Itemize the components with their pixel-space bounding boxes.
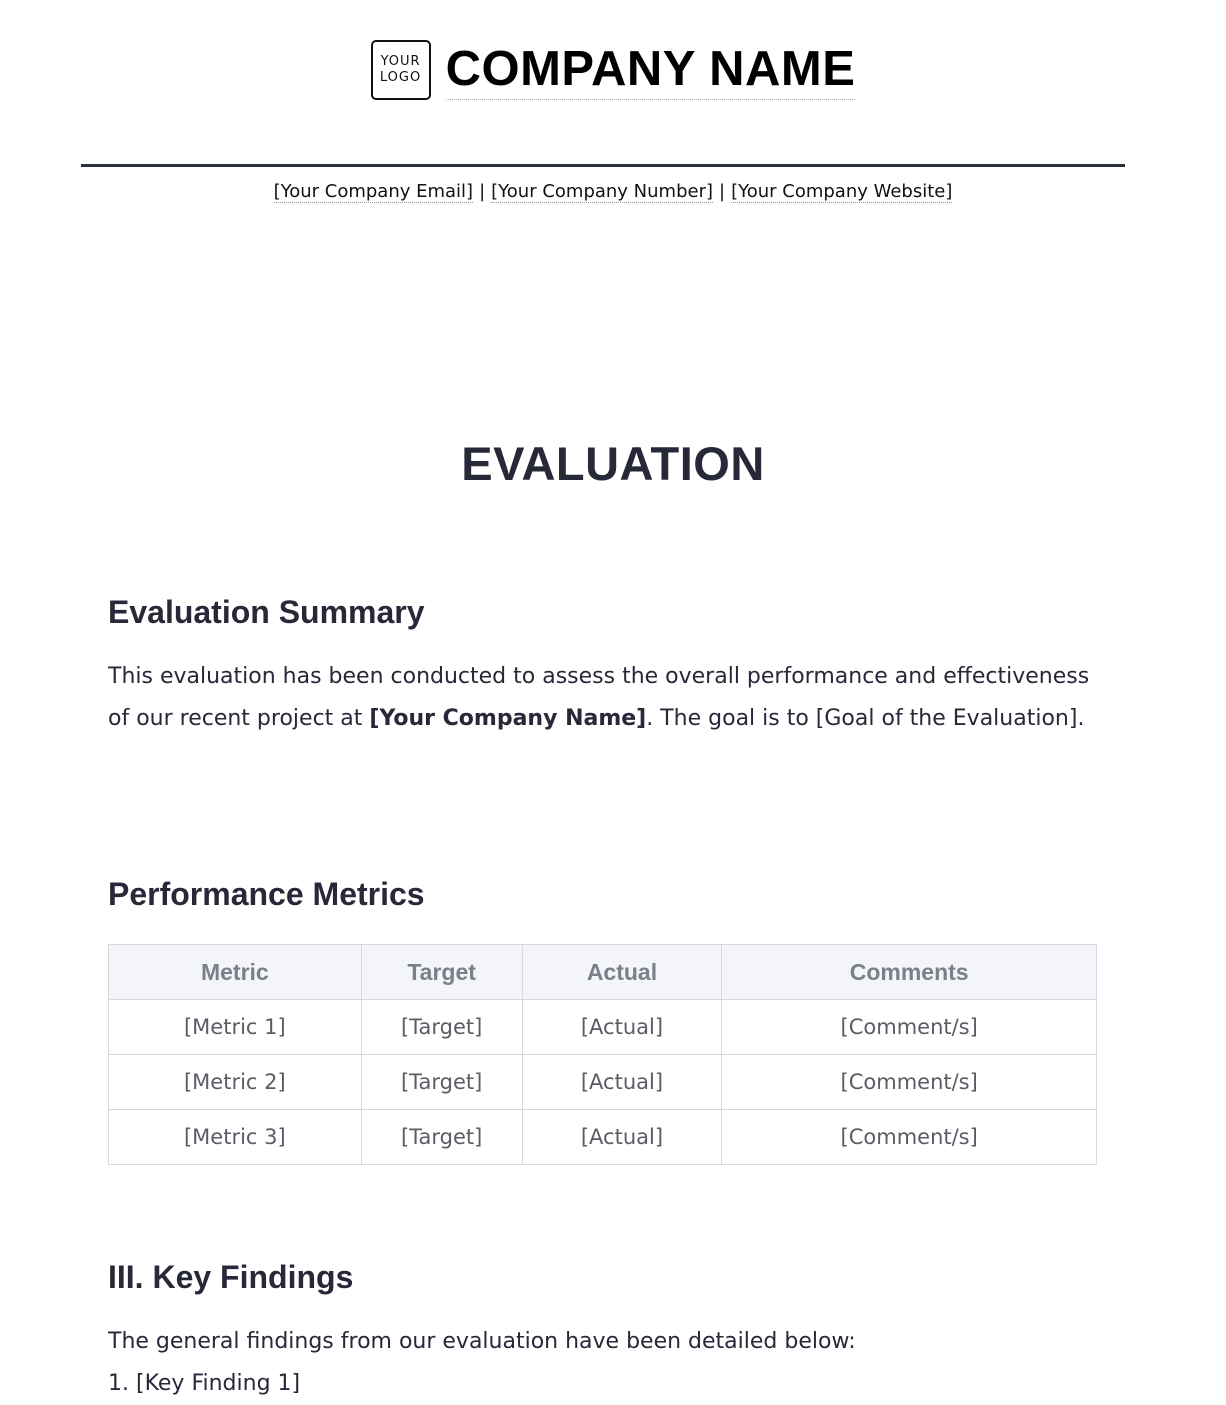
company-email[interactable]: [Your Company Email]	[273, 181, 474, 202]
table-row	[109, 1000, 1097, 1055]
logo-line-1: YOUR	[380, 54, 421, 69]
column-header-target: Target	[361, 945, 522, 1000]
company-logo	[371, 40, 431, 100]
contact-line	[0, 181, 1226, 202]
table-header-row	[109, 945, 1097, 1000]
header-divider	[81, 164, 1125, 167]
summary-text-start: This evaluation has been conducted to assess the overall performance and effectiveness of our recent project at	[108, 664, 1090, 731]
cell-comments: [Comment/s]	[722, 1110, 1097, 1165]
column-header-actual: Actual	[522, 945, 722, 1000]
cell-actual: [Actual]	[522, 1110, 722, 1165]
cell-comments: [Comment/s]	[722, 1055, 1097, 1110]
column-header-metric: Metric	[109, 945, 362, 1000]
company-name[interactable]: COMPANY NAME	[446, 41, 856, 100]
summary-paragraph	[108, 656, 1108, 740]
cell-actual: [Actual]	[522, 1055, 722, 1110]
cell-target: [Target]	[361, 1110, 522, 1165]
contact-separator: |	[479, 181, 486, 202]
metrics-table	[108, 944, 1097, 1165]
cell-actual: [Actual]	[522, 1000, 722, 1055]
findings-heading: III. Key Findings	[108, 1259, 354, 1295]
summary-company-name: [Your Company Name]	[369, 706, 647, 731]
company-number[interactable]: [Your Company Number]	[491, 181, 714, 202]
cell-metric: [Metric 1]	[109, 1000, 362, 1055]
findings-intro: The general findings from our evaluation have been detailed below:	[108, 1329, 856, 1354]
metrics-heading: Performance Metrics	[108, 876, 425, 912]
document-title: EVALUATION	[461, 437, 765, 490]
cell-metric: [Metric 3]	[109, 1110, 362, 1165]
finding-item: 1. [Key Finding 1]	[108, 1371, 301, 1396]
cell-metric: [Metric 2]	[109, 1055, 362, 1110]
table-row	[109, 1055, 1097, 1110]
column-header-comments: Comments	[722, 945, 1097, 1000]
cell-comments: [Comment/s]	[722, 1000, 1097, 1055]
summary-text-end: . The goal is to [Goal of the Evaluation].	[646, 706, 1085, 731]
table-row	[109, 1110, 1097, 1165]
logo-line-2: LOGO	[379, 70, 422, 85]
summary-heading: Evaluation Summary	[108, 594, 425, 630]
cell-target: [Target]	[361, 1000, 522, 1055]
contact-separator: |	[719, 181, 726, 202]
document-header	[0, 40, 1226, 100]
company-website[interactable]: [Your Company Website]	[731, 181, 953, 202]
cell-target: [Target]	[361, 1055, 522, 1110]
